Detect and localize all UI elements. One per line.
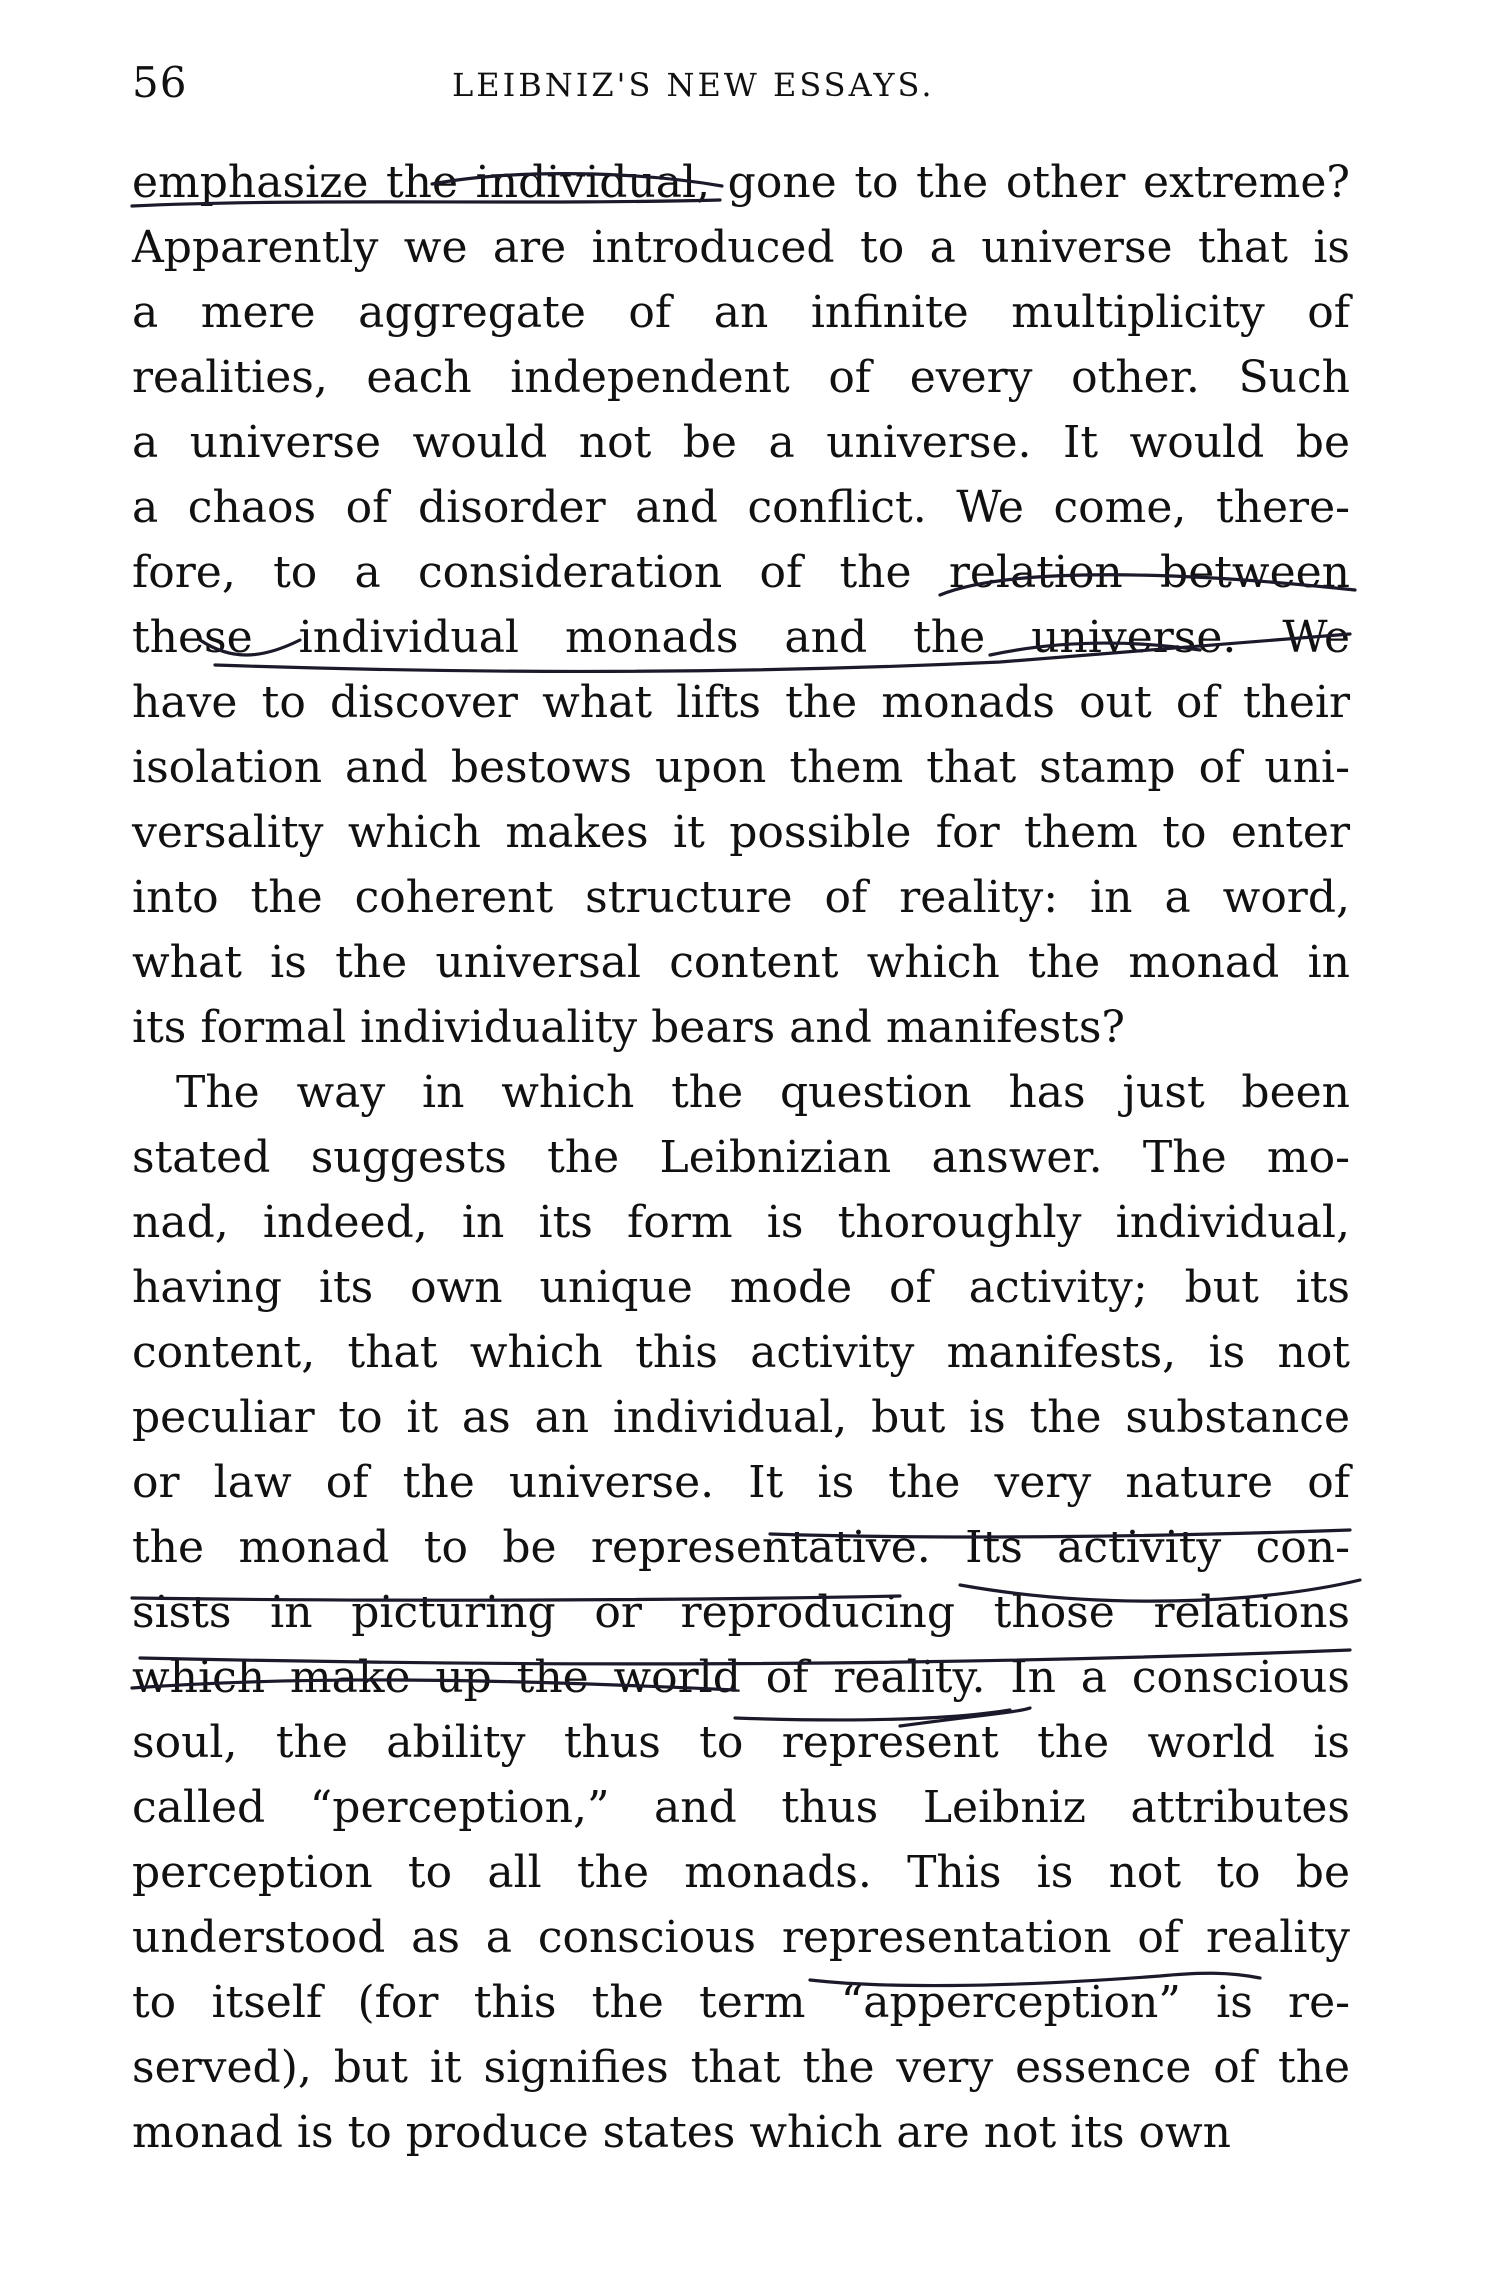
text-line: a chaos of disorder and conflict. We come, there- [132, 482, 1350, 533]
text-line: peculiar to it as an individual, but is the substance [132, 1392, 1350, 1443]
text-line: content, that which this activity manifests, is not [132, 1327, 1350, 1378]
text-line: served), but it signifies that the very essence of the [132, 2042, 1350, 2093]
text-line: have to discover what lifts the monads out of their [132, 677, 1350, 728]
text-line: having its own unique mode of activity; but its [132, 1262, 1350, 1313]
text-line: versality which makes it possible for them to enter [132, 807, 1350, 858]
text-line: The way in which the question has just been [176, 1067, 1350, 1118]
text-line: nad, indeed, in its form is thoroughly individual, [132, 1197, 1350, 1248]
page-number: 56 [132, 58, 188, 107]
running-head: LEIBNIZ'S NEW ESSAYS. [452, 66, 935, 104]
text-line: the monad to be representative. Its activity con- [132, 1522, 1350, 1573]
paragraph-2 [132, 1060, 1350, 2165]
text-line: realities, each independent of every other. Such [132, 352, 1350, 403]
text-line: isolation and bestows upon them that stamp of uni- [132, 742, 1350, 793]
text-line: soul, the ability thus to represent the world is [132, 1717, 1350, 1768]
text-line: emphasize the individual, gone to the other extreme? [132, 157, 1350, 208]
text-line: Apparently we are introduced to a universe that is [132, 222, 1350, 273]
text-line: called “perception,” and thus Leibniz attributes [132, 1782, 1350, 1833]
text-line: or law of the universe. It is the very nature of [132, 1457, 1350, 1508]
text-line: which make up the world of reality. In a conscious [132, 1652, 1350, 1703]
text-line: these individual monads and the universe. We [132, 612, 1350, 663]
text-line: understood as a conscious representation of reality [132, 1912, 1350, 1963]
text-line: what is the universal content which the monad in [132, 937, 1350, 988]
text-line: fore, to a consideration of the relation between [132, 547, 1350, 598]
page-header [132, 58, 1352, 118]
text-line: into the coherent structure of reality: in a word, [132, 872, 1350, 923]
body-text [132, 150, 1350, 2165]
text-line: perception to all the monads. This is not to be [132, 1847, 1350, 1898]
text-line: a mere aggregate of an infinite multiplicity of [132, 287, 1350, 338]
text-line: its formal individuality bears and manifests? [132, 1002, 1126, 1053]
text-line: stated suggests the Leibnizian answer. The mo- [132, 1132, 1350, 1183]
text-line: a universe would not be a universe. It would be [132, 417, 1350, 468]
text-line: monad is to produce states which are not its own [132, 2107, 1232, 2158]
paragraph-1 [132, 150, 1350, 1060]
text-line: to itself (for this the term “apperception” is re- [132, 1977, 1350, 2028]
text-line: sists in picturing or reproducing those relations [132, 1587, 1350, 1638]
